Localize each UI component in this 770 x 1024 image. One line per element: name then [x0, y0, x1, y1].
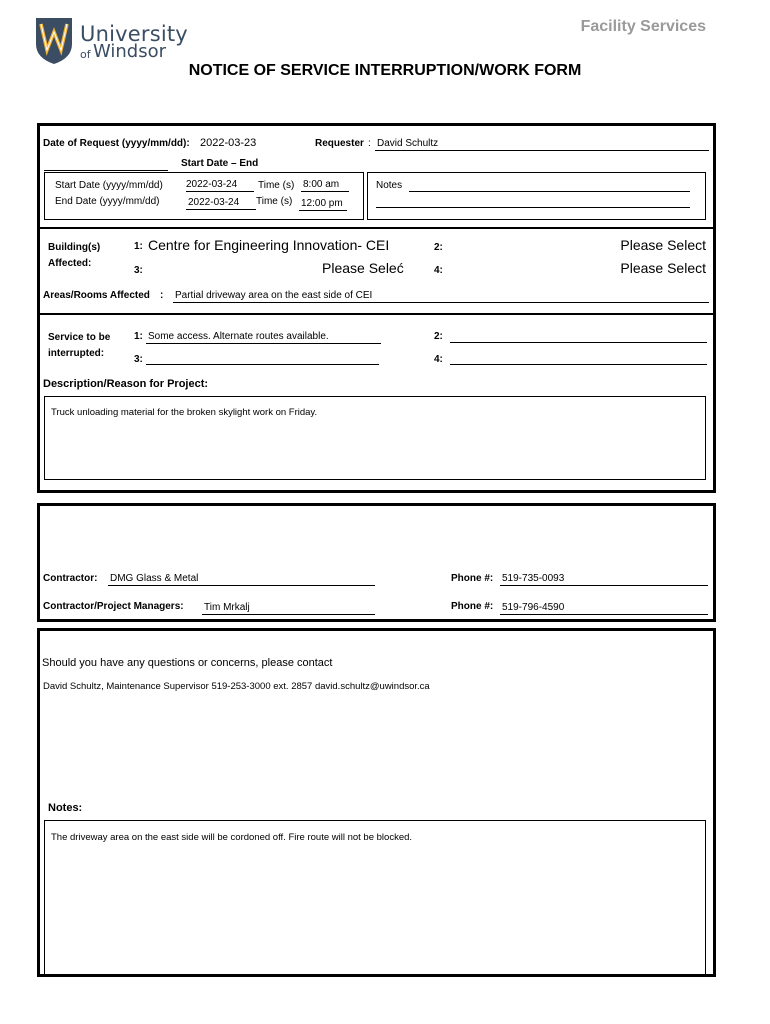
building-4-number: 4: [434, 265, 443, 276]
department-name: Facility Services [580, 18, 706, 35]
phone-2-field[interactable]: 519-796-4590 [500, 602, 708, 615]
date-of-request-label: Date of Request (yyyy/mm/dd): [43, 138, 190, 149]
buildings-label-line2: Affected: [48, 258, 92, 269]
end-time-field[interactable]: 12:00 pm [299, 198, 347, 211]
section-divider [37, 313, 716, 315]
colon: : [368, 138, 371, 149]
areas-rooms-label: Areas/Rooms Affected [43, 290, 150, 301]
contact-details: David Schultz, Maintenance Supervisor 519-253-3000 ext. 2857 david.schultz@uwindsor.ca [43, 681, 430, 692]
phone-field[interactable]: 519-735-0093 [500, 573, 708, 586]
logo-university-text: University [80, 22, 188, 46]
service-label-line2: interrupted: [48, 348, 105, 359]
logo-windsor-text: Windsor [93, 41, 167, 62]
notes-value: The driveway area on the east side will be cordoned off. Fire route will not be blocked. [51, 832, 413, 843]
service-4-number: 4: [434, 354, 443, 365]
project-managers-label: Contractor/Project Managers: [43, 601, 184, 612]
start-time-label: Time (s) [258, 180, 295, 191]
service-1-number: 1: [134, 331, 143, 342]
notes-line-2[interactable] [376, 196, 690, 208]
logo-of-text: of [80, 48, 91, 61]
contractor-label: Contractor: [43, 573, 98, 584]
service-label-line1: Service to be [48, 332, 111, 343]
building-1-select[interactable]: Centre for Engineering Innovation- CEI [148, 237, 390, 253]
building-2-number: 2: [434, 242, 443, 253]
notes-section-label: Notes: [48, 802, 83, 814]
start-end-heading: Start Date – End [181, 158, 259, 169]
requester-field[interactable]: David Schultz [375, 138, 709, 151]
service-2-field[interactable] [450, 331, 707, 343]
description-value: Truck unloading material for the broken skylight work on Friday. [51, 407, 318, 418]
building-2-select[interactable]: Please Select [620, 237, 706, 253]
description-label: Description/Reason for Project: [43, 378, 209, 390]
phone-2-label: Phone #: [451, 601, 494, 612]
contact-intro: Should you have any questions or concerns, please contact [42, 657, 333, 669]
section-divider [37, 227, 716, 229]
start-date-field[interactable]: 2022-03-24 [186, 179, 254, 192]
notes-label: Notes [376, 180, 403, 191]
notes-line-1[interactable] [409, 180, 690, 192]
form-title: NOTICE OF SERVICE INTERRUPTION/WORK FORM [188, 62, 582, 79]
building-3-select[interactable]: Please Seleć [322, 260, 404, 276]
buildings-label-line1: Building(s) [48, 242, 101, 253]
start-time-field[interactable]: 8:00 am [301, 179, 349, 192]
notes-field[interactable] [44, 820, 706, 977]
colon: : [160, 290, 164, 301]
service-3-number: 3: [134, 354, 143, 365]
service-1-field[interactable]: Some access. Alternate routes available. [146, 331, 381, 344]
blank-line [44, 158, 168, 171]
date-of-request-value[interactable]: 2022-03-23 [200, 137, 257, 149]
end-date-field[interactable]: 2022-03-24 [186, 197, 256, 210]
project-managers-field[interactable]: Tim Mrkalj [202, 602, 375, 615]
end-date-label: End Date (yyyy/mm/dd) [55, 196, 160, 207]
service-4-field[interactable] [450, 353, 707, 365]
building-1-number: 1: [134, 241, 143, 252]
building-3-number: 3: [134, 265, 143, 276]
phone-label: Phone #: [451, 573, 494, 584]
start-date-label: Start Date (yyyy/mm/dd) [55, 180, 163, 191]
end-time-label: Time (s) [256, 196, 293, 207]
service-3-field[interactable] [146, 353, 379, 365]
areas-rooms-field[interactable]: Partial driveway area on the east side of CEI [173, 290, 709, 303]
building-4-select[interactable]: Please Select [620, 260, 706, 276]
requester-label: Requester [315, 138, 364, 149]
contractor-field[interactable]: DMG Glass & Metal [108, 573, 375, 586]
service-2-number: 2: [434, 331, 443, 342]
university-shield-logo [34, 16, 74, 66]
